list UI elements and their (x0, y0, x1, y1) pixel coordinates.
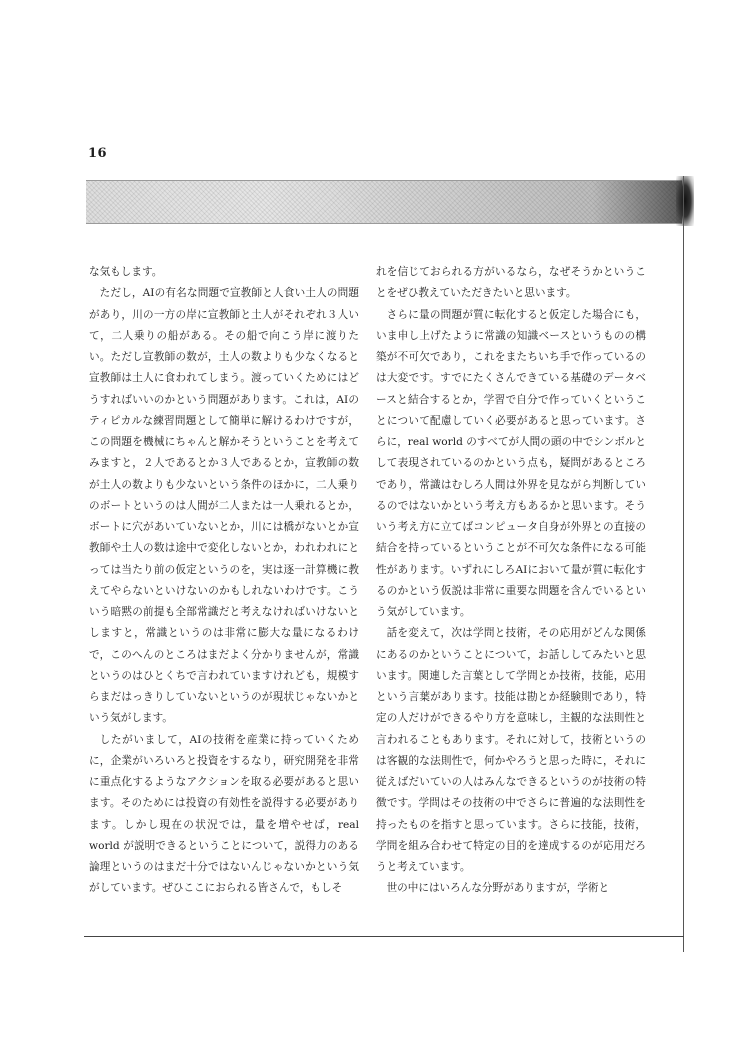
paragraph: したがいまして，AIの技術を産業に持っていくために，企業がいろいろと投資をするなり，研究開発を非常に重点化するようなアクションを取る必要があると思います。そのためには投資の有効性を説得する必要があります。しかし現在の状況では，量を増やせば，real world が説明できるということについて，説得力のある論理というのはまだ十分ではないんじゃないかという気がしています。ぜひここにおられる皆さんで，もしそ (89, 733, 359, 895)
paragraph: な気もします。 (89, 266, 163, 278)
header-band (86, 180, 682, 224)
bottom-rule (84, 936, 684, 937)
paragraph: 話を変えて，次は学問と技術，その応用がどんな関係にあるのかということについて，お話ししてみたいと思います。関連した言葉として学問とか技術，技能，応用という言葉があります。技能は勘とか経験則であり，特定の人だけができるやり方を意味し，主観的な法則性と言われることもあります。それに対して，技術というのは客観的な法則性で，何かやろうと思った時に，それに従えばだいていの人はみんなできるというのが技術の特徴です。学問はその技術の中でさらに普遍的な法則性を持ったものを指すと思っています。さらに技能，技術，学問を組み合わせて特定の目的を達成するのが応用だろうと考えています。 (376, 627, 646, 873)
header-band-end (676, 176, 694, 226)
left-column (89, 262, 359, 900)
right-column (376, 262, 646, 900)
paragraph: ただし，AIの有名な問題で宣教師と人食い土人の問題があり，川の一方の岸に宣教師と土人がそれぞれ３人いて，二人乗りの船がある。その船で向こう岸に渡りたい。ただし宣教師の数が，土人の数よりも少なくなると宣教師は土人に食われてしまう。渡っていくためにはどうすればいいのかという問題があります。これは，AIのティピカルな練習問題として簡単に解けるわけですが，この問題を機械にちゃんと解かそうということを考えてみますと，２人であるとか３人であるとか，宣教師の数が土人の数よりも少ないという条件のほかに，二人乗りのボートというのは人間が二人または一人乗れるとか，ボートに穴があいていないとか，川には橋がないとか宣教師や土人の数は途中で変化しないとか，われわれにとっては当たり前の仮定というのを，実は逐一計算機に教えてやらないといけないのかもしれないわけです。こういう暗黙の前提も全部常識だと考えなければいけないとしますと，常識というのは非常に膨大な量になるわけで，このへんのところはまだよく分かりませんが，常識というのはひとくちで言われていますけれども，規模すらまだはっきりしていないというのが現状じゃないかという気がします。 (89, 287, 359, 725)
paragraph: さらに量の問題が質に転化すると仮定した場合にも，いま申し上げたように常識の知識ベースというものの構築が不可欠であり，これをまたちいち手で作っているのは大変です。すでにたくさんできている基礎のデータベースと結合するとか，学習で自分で作っていくということについて配慮していく必要があると思っています。さらに，real world のすべてが人間の頭の中でシンボルとして表現されているのかという点も，疑問があるところであり，常識はむしろ人間は外界を見ながら判断しているのではないかという考え方もあるかと思います。そういう考え方に立てばコンピュータ自身が外界との直接の結合を持っているということが不可欠な条件になる可能性があります。いずれにしろAIにおいて量が質に転化するのかという仮説は非常に重要な問題を含んでいるという気がしています。 (376, 308, 646, 618)
paragraph: れを信じておられる方がいるなら，なぜそうかということをぜひ教えていただきたいと思います。 (376, 266, 646, 300)
page-number: 16 (88, 146, 108, 161)
right-margin-rule (683, 176, 684, 952)
paragraph: 世の中にはいろんな分野がありますが，学術と (386, 882, 610, 895)
